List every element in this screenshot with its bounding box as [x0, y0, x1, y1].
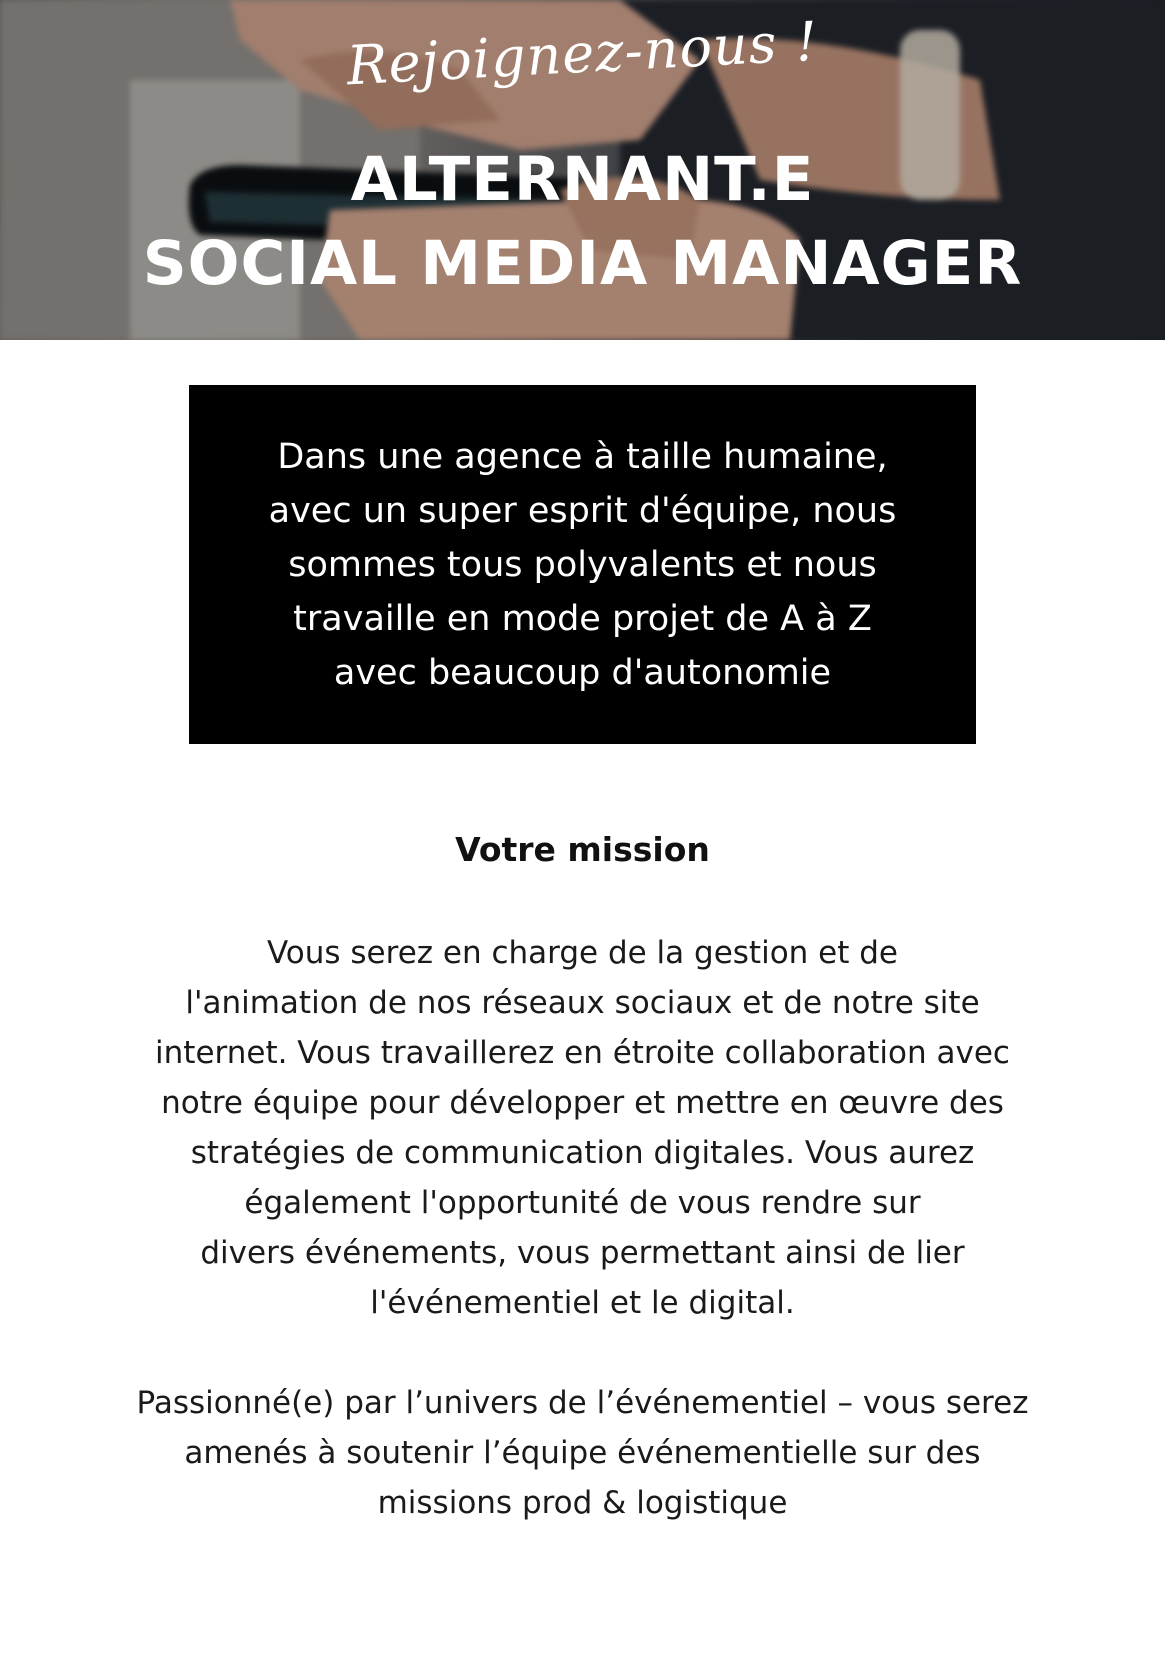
intro-line: avec un super esprit d'équipe, nous [268, 490, 897, 531]
mission-line: divers événements, vous permettant ainsi de lier [200, 1235, 965, 1271]
mission-heading: Votre mission [455, 830, 710, 869]
mission-paragraph [0, 928, 1165, 1328]
mission-line: l'événementiel et le digital. [370, 1285, 795, 1321]
intro-line: sommes tous polyvalents et nous [288, 544, 877, 585]
intro-line: travaille en mode projet de A à Z [293, 598, 872, 639]
mission-line: l'animation de nos réseaux sociaux et de notre site [185, 985, 980, 1021]
events-line: amenés à soutenir l’équipe événementielle sur des [184, 1435, 981, 1471]
join-us-script-title: Rejoignez-nous ! [345, 9, 820, 98]
mission-line: Vous serez en charge de la gestion et de [266, 935, 898, 971]
mission-line: internet. Vous travaillerez en étroite collaboration avec [155, 1035, 1010, 1071]
events-line: Passionné(e) par l’univers de l’événementiel – vous serez [136, 1385, 1029, 1421]
mission-line: stratégies de communication digitales. Vous aurez [190, 1135, 975, 1171]
job-title-line: ALTERNANT.E [350, 144, 815, 215]
intro-line: avec beaucoup d'autonomie [333, 652, 832, 693]
mission-line: également l'opportunité de vous rendre sur [244, 1185, 921, 1221]
agency-intro-box [189, 385, 976, 744]
events-paragraph [0, 1378, 1165, 1528]
events-line: missions prod & logistique [377, 1485, 788, 1521]
hero-banner [0, 0, 1165, 340]
job-title [0, 138, 1165, 306]
agency-intro-text [269, 430, 897, 700]
job-title-line: SOCIAL MEDIA MANAGER [142, 228, 1023, 299]
intro-line: Dans une agence à taille humaine, [277, 436, 888, 477]
mission-line: notre équipe pour développer et mettre en œuvre des [161, 1085, 1004, 1121]
